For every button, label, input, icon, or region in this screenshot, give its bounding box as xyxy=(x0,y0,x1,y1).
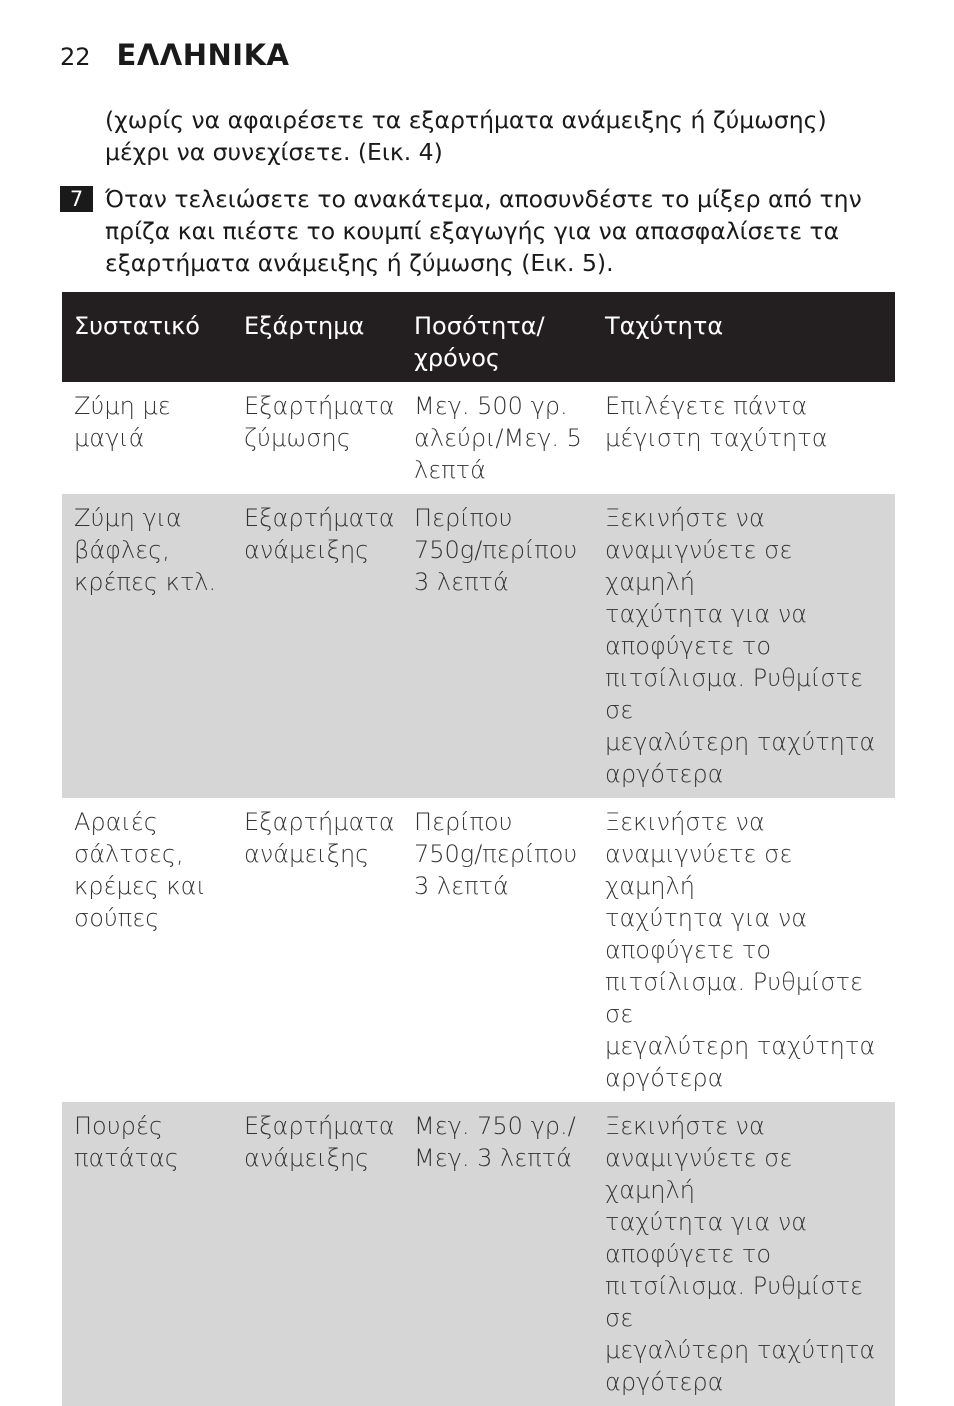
paragraph-line: πρίζα και πιέστε το κουμπί εξαγωγής για να απασφαλίσετε τα xyxy=(105,217,840,245)
cell-text-line: βάφλες, xyxy=(74,536,170,564)
cell-speed xyxy=(593,1102,895,1406)
cell-text-line: Πουρές xyxy=(74,1112,163,1140)
cell-text-line: Εξαρτήματα xyxy=(244,392,395,420)
cell-text-line: αποφύγετε το xyxy=(605,632,772,660)
cell-text-line: ζύμωσης xyxy=(244,424,351,452)
cell-text-line: Εξαρτήματα xyxy=(244,504,395,532)
cell-text-line: αποφύγετε το xyxy=(605,936,772,964)
header-label-line: χρόνος xyxy=(414,344,500,372)
cell-text-line: αναμιγνύετε σε χαμηλή xyxy=(605,1144,793,1204)
cell-accessory xyxy=(232,798,402,1102)
step-number-badge: 7 xyxy=(60,186,93,212)
cell-text-line: ταχύτητα για να xyxy=(605,600,808,628)
cell-text-line: λεπτά xyxy=(414,456,486,484)
page-number: 22 xyxy=(60,43,91,71)
cell-text-line: 3 λεπτά xyxy=(414,568,509,596)
cell-text-line: πιτσίλισμα. Ρυθμίστε σε xyxy=(605,664,863,724)
cell-text-line: ανάμειξης xyxy=(244,536,370,564)
cell-text-line: ταχύτητα για να xyxy=(605,1208,808,1236)
cell-text-line: σάλτσες, xyxy=(74,840,184,868)
cell-text-line: ανάμειξης xyxy=(244,1144,370,1172)
cell-text-line: Ζύμη για xyxy=(74,504,182,532)
cell-text-line: αργότερα xyxy=(605,1368,724,1396)
paragraph-line: (χωρίς να αφαιρέσετε τα εξαρτήματα ανάμειξης ή ζύμωσης) xyxy=(105,106,827,134)
header-label-line: Ποσότητα/ xyxy=(414,312,545,340)
cell-quantity-time xyxy=(402,798,593,1102)
cell-text-line: πατάτας xyxy=(74,1144,179,1172)
paragraph-continuation xyxy=(105,104,905,168)
cell-text-line: πιτσίλισμα. Ρυθμίστε σε xyxy=(605,1272,863,1332)
mixing-table xyxy=(62,292,895,1406)
cell-text-line: Ξεκινήστε να xyxy=(605,1112,765,1140)
cell-quantity-time xyxy=(402,494,593,798)
cell-text-line: Ξεκινήστε να xyxy=(605,504,765,532)
cell-text-line: Μεγ. 500 γρ. xyxy=(414,392,568,420)
cell-text-line: αργότερα xyxy=(605,760,724,788)
cell-text-line: μέγιστη ταχύτητα xyxy=(605,424,828,452)
table-row xyxy=(62,494,895,798)
paragraph-line: μέχρι να συνεχίσετε. (Εικ. 4) xyxy=(105,138,443,166)
cell-text-line: Εξαρτήματα xyxy=(244,808,395,836)
header-label-line: Ταχύτητα xyxy=(605,312,724,340)
cell-text-line: 750g/περίπου xyxy=(414,840,578,868)
cell-ingredient xyxy=(62,494,232,798)
cell-text-line: αποφύγετε το xyxy=(605,1240,772,1268)
cell-text-line: 3 λεπτά xyxy=(414,872,509,900)
cell-text-line: αργότερα xyxy=(605,1064,724,1092)
table-row xyxy=(62,382,895,494)
cell-text-line: Εξαρτήματα xyxy=(244,1112,395,1140)
cell-text-line: Ζύμη με xyxy=(74,392,171,420)
header-ingredient xyxy=(62,292,232,382)
cell-text-line: Ξεκινήστε να xyxy=(605,808,765,836)
table-row xyxy=(62,1102,895,1406)
cell-text-line: μεγαλύτερη ταχύτητα xyxy=(605,1032,876,1060)
cell-accessory xyxy=(232,494,402,798)
header-accessory xyxy=(232,292,402,382)
header-label-line: Εξάρτημα xyxy=(244,312,365,340)
header-speed xyxy=(593,292,895,382)
cell-text-line: ανάμειξης xyxy=(244,840,370,868)
header-quantity-time xyxy=(402,292,593,382)
cell-text-line: ταχύτητα για να xyxy=(605,904,808,932)
cell-text-line: Επιλέγετε πάντα xyxy=(605,392,808,420)
cell-text-line: αλεύρι/Μεγ. 5 xyxy=(414,424,582,452)
paragraph-line: Όταν τελειώσετε το ανακάτεμα, αποσυνδέστε το μίξερ από την xyxy=(105,185,862,213)
cell-quantity-time xyxy=(402,1102,593,1406)
language-title: ΕΛΛΗΝΙΚΑ xyxy=(116,38,290,72)
paragraph-step-7 xyxy=(105,183,905,279)
cell-text-line: αναμιγνύετε σε χαμηλή xyxy=(605,840,793,900)
cell-text-line: σούπες xyxy=(74,904,160,932)
cell-text-line: 750g/περίπου xyxy=(414,536,578,564)
cell-ingredient xyxy=(62,1102,232,1406)
cell-text-line: μαγιά xyxy=(74,424,145,452)
cell-ingredient xyxy=(62,798,232,1102)
header-label-line: Συστατικό xyxy=(74,312,200,340)
cell-quantity-time xyxy=(402,382,593,494)
cell-ingredient xyxy=(62,382,232,494)
table-header-row xyxy=(62,292,895,382)
cell-text-line: κρέπες κτλ. xyxy=(74,568,217,596)
cell-text-line: πιτσίλισμα. Ρυθμίστε σε xyxy=(605,968,863,1028)
paragraph-line: εξαρτήματα ανάμειξης ή ζύμωσης (Εικ. 5). xyxy=(105,249,614,277)
cell-text-line: κρέμες και xyxy=(74,872,206,900)
cell-text-line: μεγαλύτερη ταχύτητα xyxy=(605,728,876,756)
cell-text-line: Περίπου xyxy=(414,808,513,836)
cell-accessory xyxy=(232,1102,402,1406)
cell-text-line: Μεγ. 3 λεπτά xyxy=(414,1144,572,1172)
cell-accessory xyxy=(232,382,402,494)
cell-text-line: Μεγ. 750 γρ./ xyxy=(414,1112,576,1140)
cell-speed xyxy=(593,798,895,1102)
cell-speed xyxy=(593,382,895,494)
cell-text-line: Αραιές xyxy=(74,808,158,836)
cell-text-line: αναμιγνύετε σε χαμηλή xyxy=(605,536,793,596)
cell-speed xyxy=(593,494,895,798)
page-header xyxy=(60,38,290,72)
table-row xyxy=(62,798,895,1102)
cell-text-line: Περίπου xyxy=(414,504,513,532)
cell-text-line: μεγαλύτερη ταχύτητα xyxy=(605,1336,876,1364)
